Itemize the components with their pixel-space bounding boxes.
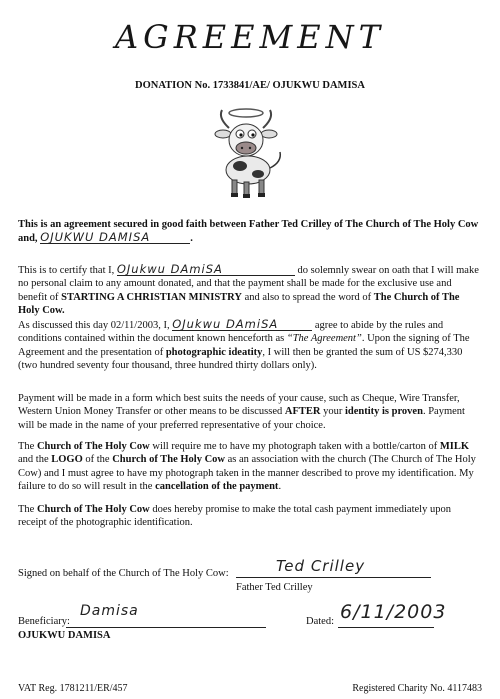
holy-cow-logo [196,104,300,200]
discussion-pre-text: As discussed this day [18,320,109,331]
dated-line [338,627,434,628]
discussion-text-1: agree to abide by the rules and conditions contained within the document known henceforth as [18,320,444,345]
agreement-intro-paragraph: This is an agreement secured in good faith between Father Ted Crilley of The Church of The Holy Cow and, OJUKWU DAMISA . [18,219,479,245]
identity-proven-bold: identity is proven [344,406,423,418]
intro-text: This is an agreement secured in good faith between Father Ted Crilley of The Church of The Holy Cow and, [18,219,479,245]
photo-text-0: The [18,441,35,452]
beneficiary-signature: Damisa [80,603,139,619]
discussion-date: 02/11/2003 [110,320,159,331]
discussion-text-2: . Upon the signing of The Agreement and the presentation of [18,333,470,358]
ministry-bold-text: STARTING A CHRISTIAN MINISTRY [61,291,242,303]
payment-text-1: Payment will be made in a form which best suits the needs of your cause, such as Cheque, Wire Transfer, Western Union Money Transfer or other means to be discussed [18,393,460,418]
church-signature-line [236,577,431,578]
discussion-name-handwritten: OJukwu DAmiSA [172,318,312,331]
cancellation-bold: cancellation of the payment [155,481,279,493]
registered-charity-number: Registered Charity No. 4117483 [352,683,482,694]
certify-text-1: do solemnly swear on oath that I will make no personal claim to any amount donated, and that the payment shall be made for the exclusive use and benefit of [18,265,479,303]
logo-bold: LOGO [51,454,83,466]
photo-text-1: will require me to have my photograph taken with a bottle/carton of [152,441,438,452]
certify-text-2: and also to spread the word of [244,291,372,303]
signed-on-behalf-label: Signed on behalf of the Church of The Holy Cow: [18,568,229,579]
donation-number: DONATION No. 1733841/AE/ OJUKWU DAMISA [135,80,365,91]
photo-text-2: and the [18,454,49,466]
dated-value-handwritten: 6/11/2003 [340,601,447,623]
photo-text-3: of the [85,454,110,466]
photograph-requirement-paragraph [18,440,481,494]
promise-text-0: The [18,504,35,515]
beneficiary-label: Beneficiary: [18,616,70,627]
photo-church-bold-2: Church of The Holy Cow [112,454,226,466]
photographic-identity-bold: photographic ideatity [165,346,263,358]
after-bold: AFTER [284,406,321,418]
payment-text-3: . Payment will be made in the name of your preferred representative of your choice. [18,406,465,431]
discussion-paragraph [18,318,481,373]
milk-bold: MILK [439,441,470,452]
beneficiary-name: OJUKWU DAMISA [18,630,111,641]
photo-church-bold: Church of The Holy Cow [36,441,150,452]
vat-registration: VAT Reg. 1781211/ER/457 [18,683,128,694]
payment-text-2: your [323,406,343,418]
certify-paragraph [18,263,481,318]
beneficiary-signature-line [66,627,266,628]
photo-text-5: . [278,481,282,493]
document-title: AGREEMENT [115,18,385,56]
intro-name-handwritten: OJUKWU DAMISA [40,231,190,244]
payment-paragraph [18,392,481,432]
certify-pre-text: This is to certify that I, [18,265,115,276]
promise-paragraph [18,503,481,530]
signer-name: Father Ted Crilley [236,582,313,593]
discussion-mid-text: , I, [158,320,170,331]
church-signature: Ted Crilley [276,557,366,575]
promise-text-1: does hereby promise to make the total cash payment immediately upon receipt of the photographic identification. [18,504,451,529]
dated-label: Dated: [306,616,334,627]
church-bold-text: The Church of The Holy Cow. [18,291,460,317]
certify-name-handwritten: OJukwu DAmiSA [117,263,295,276]
the-agreement-italic: “The Agreement” [286,333,362,345]
promise-church-bold: Church of The Holy Cow [36,504,150,515]
discussion-text-3: , I will then be granted the sum of US $274,330 (two hundred seventy four thousand, three hundred thirty dollars only). [18,346,463,372]
photo-text-4: as an association with the church (The Church of The Holy Cow) and I must agree to have my photograph taken in the manner described to prove my identification. My failure to do so will result in the [18,454,476,493]
